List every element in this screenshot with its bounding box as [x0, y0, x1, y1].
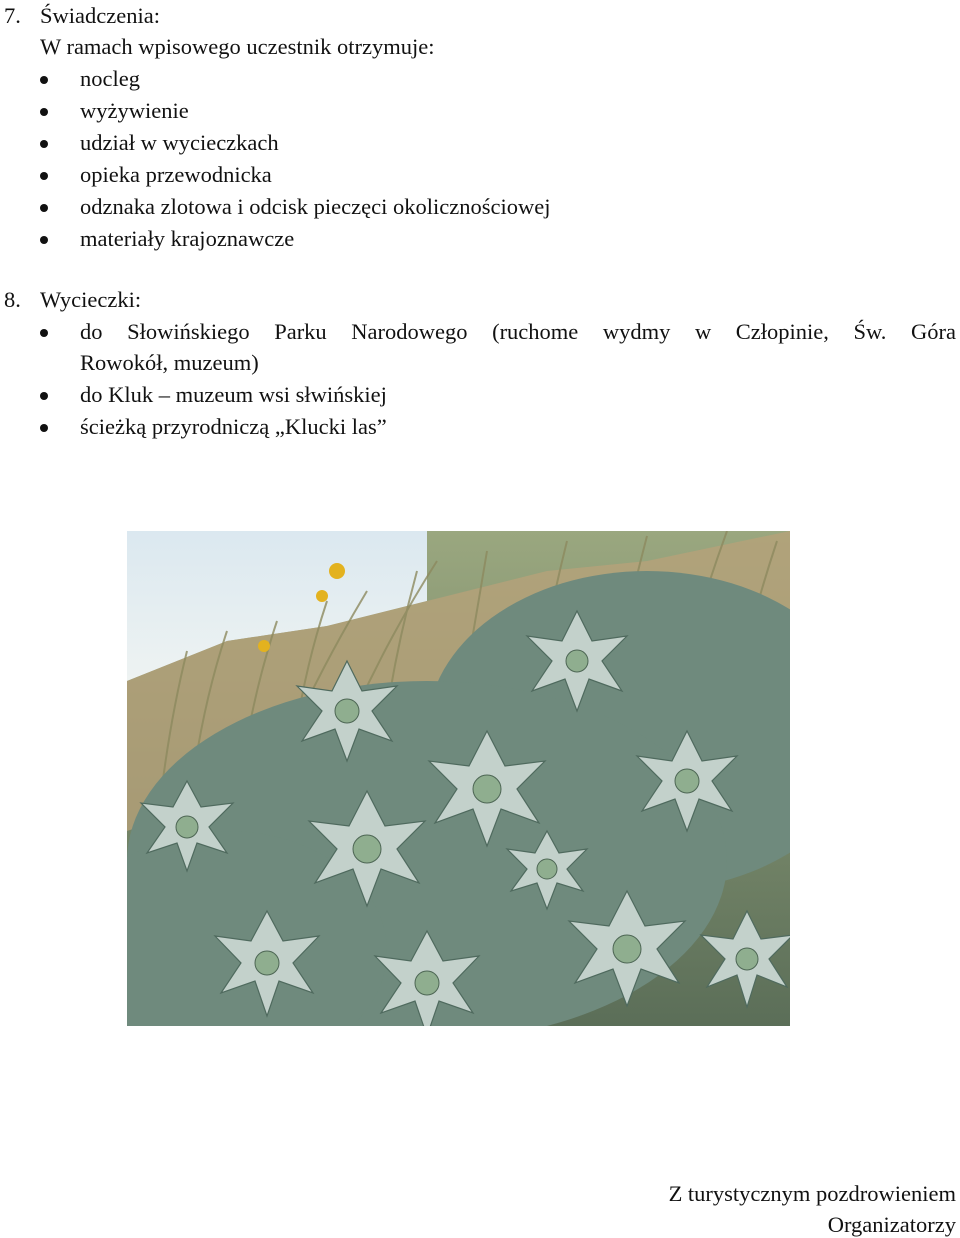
section-7-number: 7. [4, 3, 21, 28]
list-item-text: odznaka zlotowa i odcisk pieczęci okolicznościowej [80, 194, 551, 219]
list-item-text: ścieżką przyrodniczą „Klucki las” [80, 414, 387, 439]
bullet-icon [40, 329, 48, 337]
bullet-icon [40, 236, 48, 244]
list-item-text: nocleg [80, 66, 140, 91]
list-item [0, 382, 960, 414]
section-7-intro: W ramach wpisowego uczestnik otrzymuje: [40, 34, 435, 59]
sea-holly-photo [127, 531, 790, 1026]
bullet-icon [40, 204, 48, 212]
list-item [0, 194, 960, 226]
list-item [0, 98, 960, 130]
list-item [0, 66, 960, 98]
section-8-heading: Wycieczki: [40, 287, 142, 312]
bullet-icon [40, 76, 48, 84]
list-item-text: udział w wycieczkach [80, 130, 279, 155]
bullet-icon [40, 424, 48, 432]
list-item-text: wyżywienie [80, 98, 189, 123]
closing-greeting: Z turystycznym pozdrowieniem [668, 1181, 956, 1206]
list-item [0, 162, 960, 194]
list-item [0, 226, 960, 258]
bullet-icon [40, 172, 48, 180]
list-item-text: materiały krajoznawcze [80, 226, 295, 251]
list-item-text: do Słowińskiego Parku Narodowego (ruchome wydmy w Człopinie, Św. Góra [80, 319, 956, 344]
signature: Organizatorzy [827, 1212, 956, 1237]
bullet-icon [40, 140, 48, 148]
list-item-continuation: Rowokół, muzeum) [80, 350, 259, 375]
section-7-heading: Świadczenia: [40, 3, 160, 28]
section-8-number: 8. [4, 287, 21, 312]
list-item [0, 414, 960, 446]
bullet-icon [40, 108, 48, 116]
list-item [0, 319, 960, 351]
list-item [0, 130, 960, 162]
sea-holly-illustration [127, 531, 790, 1026]
list-item-text: opieka przewodnicka [80, 162, 272, 187]
bullet-icon [40, 392, 48, 400]
list-item-text: do Kluk – muzeum wsi słwińskiej [80, 382, 387, 407]
